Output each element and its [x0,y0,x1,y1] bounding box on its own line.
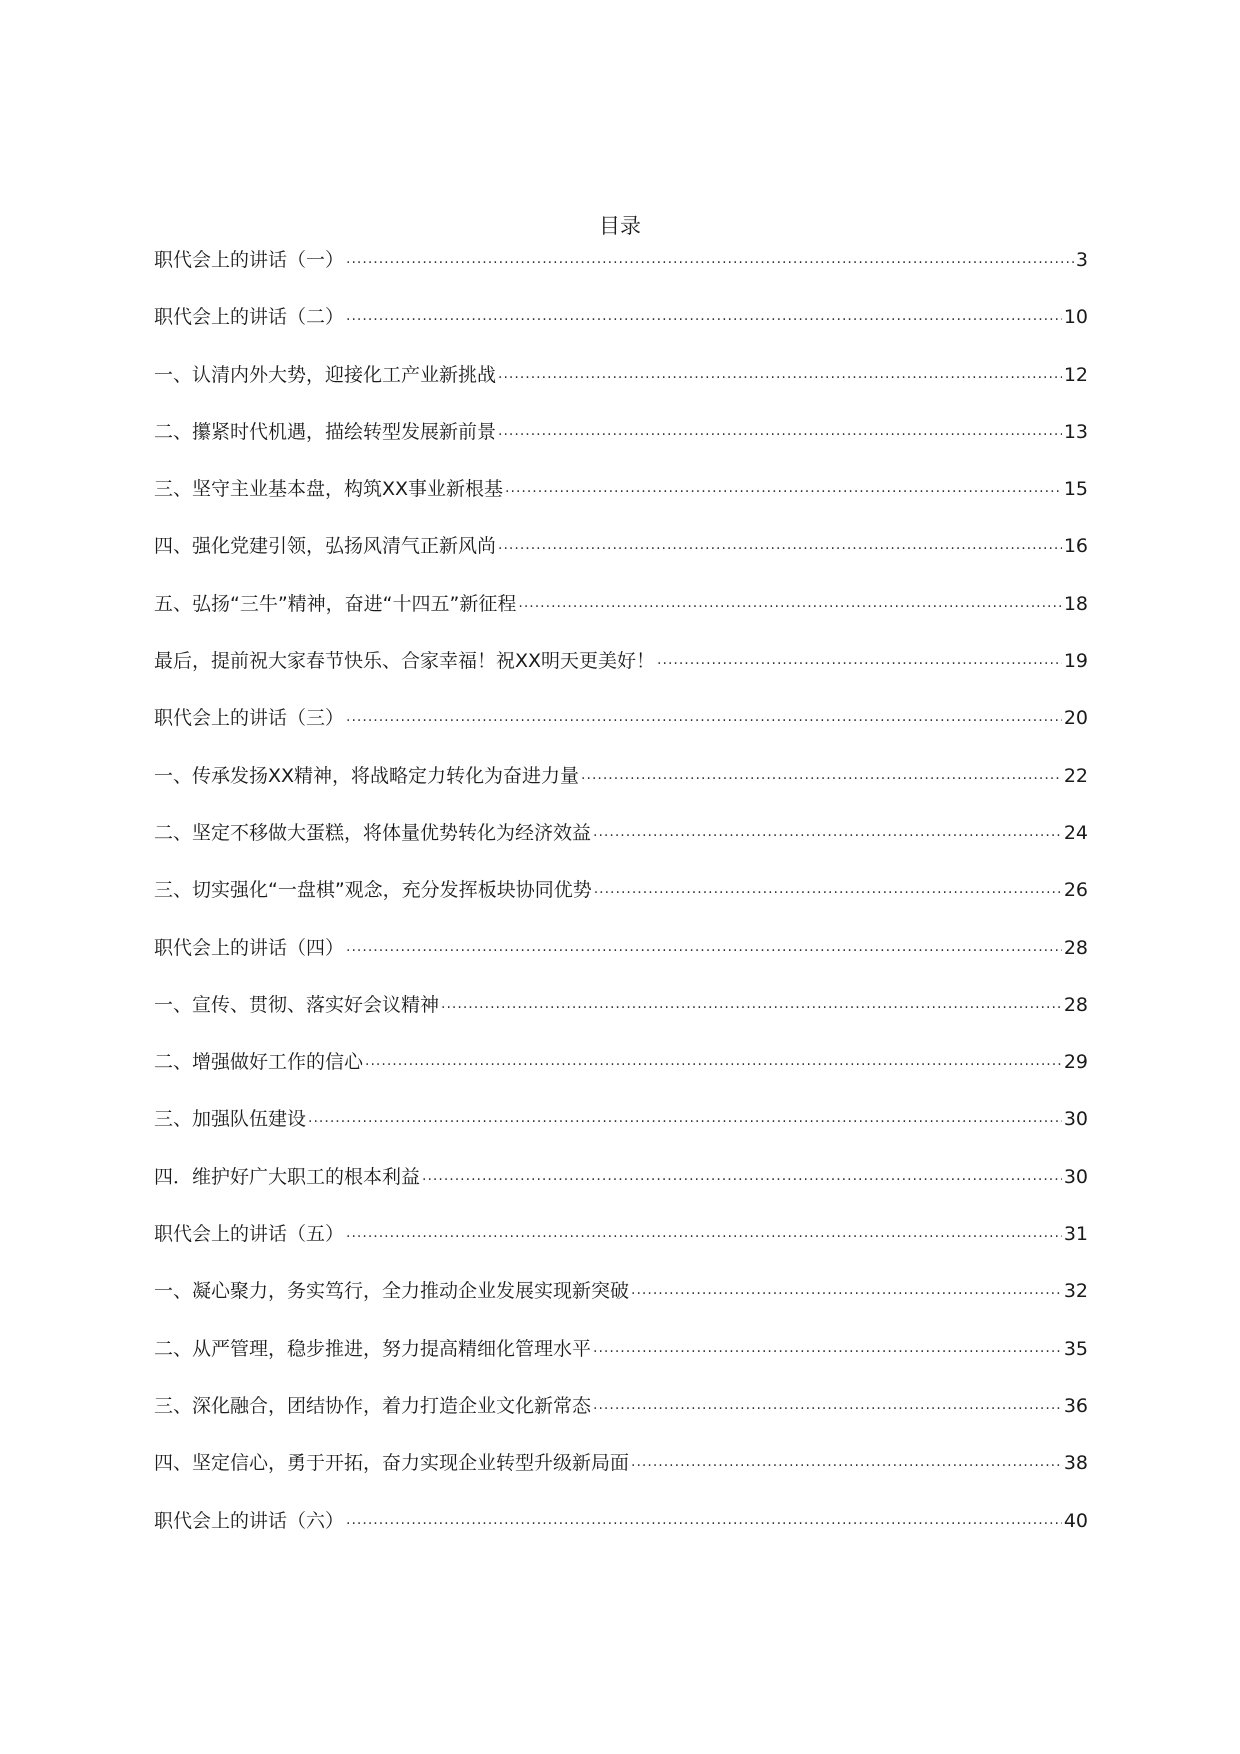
toc-entry-text[interactable]: 三、切实强化“一盘棋”观念，充分发挥板块协同优势 [154,879,592,902]
toc-entry[interactable] [154,1162,1088,1219]
toc-leader-dots [593,817,1062,847]
toc-entry[interactable] [154,990,1088,1047]
toc-leader-dots [498,416,1062,446]
toc-entry[interactable] [154,302,1088,359]
toc-entry[interactable] [154,761,1088,818]
toc-entry[interactable] [154,1448,1088,1505]
toc-entry[interactable] [154,875,1088,932]
toc-entry[interactable] [154,1047,1088,1104]
toc-entry-text[interactable]: 二、攥紧时代机遇，描绘转型发展新前景 [154,420,497,443]
toc-page-number[interactable]: 15 [1063,478,1088,501]
toc-entry[interactable] [154,1506,1088,1563]
toc-page-number[interactable]: 31 [1063,1223,1088,1246]
toc-entry[interactable] [154,417,1088,474]
toc-entry-text[interactable]: 最后，提前祝大家春节快乐、合家幸福！祝XX明天更美好！ [154,650,656,673]
toc-leader-dots [594,874,1062,904]
toc-leader-dots [346,702,1062,732]
toc-entry-text[interactable]: 一、宣传、贯彻、落实好会议精神 [154,993,440,1016]
toc-entry[interactable] [154,1334,1088,1391]
toc-page-number[interactable]: 12 [1063,363,1088,386]
toc-entry[interactable] [154,1391,1088,1448]
toc-entry-text[interactable]: 四、坚定信心，勇于开拓，奋力实现企业转型升级新局面 [154,1452,630,1475]
toc-leader-dots [365,1046,1062,1076]
toc-entry-text[interactable]: 一、传承发扬XX精神，将战略定力转化为奋进力量 [154,764,580,787]
toc-entry-text[interactable]: 职代会上的讲话（三） [154,707,345,730]
toc-leader-dots [346,244,1074,274]
toc-page-number[interactable]: 13 [1063,420,1088,443]
toc-leader-dots [346,932,1062,962]
toc-leader-dots [631,1447,1062,1477]
toc-entry-text[interactable]: 职代会上的讲话（六） [154,1509,345,1532]
toc-leader-dots [498,359,1062,389]
toc-entry-text[interactable]: 职代会上的讲话（五） [154,1223,345,1246]
toc-page-number[interactable]: 32 [1063,1280,1088,1303]
toc-leader-dots [657,645,1062,675]
toc-page-number[interactable]: 29 [1063,1051,1088,1074]
toc-page-number[interactable]: 24 [1063,821,1088,844]
toc-page-number[interactable]: 28 [1063,936,1088,959]
toc-entry[interactable] [154,1276,1088,1333]
toc-leader-dots [441,989,1062,1019]
toc-entry[interactable] [154,818,1088,875]
toc-entry-text[interactable]: 四、强化党建引领，弘扬风清气正新风尚 [154,535,497,558]
toc-page-number[interactable]: 30 [1063,1108,1088,1131]
toc-page-number[interactable]: 40 [1063,1509,1088,1532]
toc-entry[interactable] [154,531,1088,588]
toc-entry-text[interactable]: 二、坚定不移做大蛋糕，将体量优势转化为经济效益 [154,821,592,844]
toc-page-number[interactable]: 3 [1075,249,1088,271]
toc-list [154,245,1088,1563]
toc-leader-dots [346,301,1062,331]
toc-entry-text[interactable]: 二、从严管理，稳步推进，努力提高精细化管理水平 [154,1337,592,1360]
toc-entry[interactable] [154,1104,1088,1161]
toc-leader-dots [308,1103,1062,1133]
toc-page-number[interactable]: 18 [1063,592,1088,615]
toc-page-number[interactable]: 36 [1063,1394,1088,1417]
toc-page-number[interactable]: 22 [1063,764,1088,787]
toc-entry[interactable] [154,474,1088,531]
toc-entry-text[interactable]: 二、增强做好工作的信心 [154,1051,364,1074]
toc-page-number[interactable]: 26 [1063,879,1088,902]
toc-leader-dots [422,1161,1062,1191]
toc-entry[interactable] [154,1219,1088,1276]
toc-entry-text[interactable]: 三、坚守主业基本盘，构筑XX事业新根基 [154,478,504,501]
toc-page-number[interactable]: 20 [1063,707,1088,730]
toc-entry-text[interactable]: 一、凝心聚力，务实笃行，全力推动企业发展实现新突破 [154,1280,630,1303]
toc-leader-dots [346,1505,1062,1535]
toc-entry-text[interactable]: 职代会上的讲话（四） [154,936,345,959]
toc-page-number[interactable]: 16 [1063,535,1088,558]
toc-entry-text[interactable]: 四．维护好广大职工的根本利益 [154,1165,421,1188]
toc-page-number[interactable]: 38 [1063,1452,1088,1475]
toc-page-number[interactable]: 28 [1063,993,1088,1016]
toc-leader-dots [593,1333,1062,1363]
toc-leader-dots [505,473,1062,503]
toc-leader-dots [498,530,1062,560]
toc-entry[interactable] [154,703,1088,760]
toc-leader-dots [631,1275,1062,1305]
toc-entry[interactable] [154,360,1088,417]
toc-entry-text[interactable]: 职代会上的讲话（一） [154,249,345,271]
toc-leader-dots [581,760,1062,790]
toc-entry[interactable] [154,589,1088,646]
toc-page-number[interactable]: 10 [1063,306,1088,329]
toc-page-number[interactable]: 35 [1063,1337,1088,1360]
toc-title: 目录 [599,214,641,238]
toc-entry-text[interactable]: 职代会上的讲话（二） [154,306,345,329]
toc-entry-text[interactable]: 五、弘扬“三牛”精神，奋进“十四五”新征程 [154,592,517,615]
toc-entry[interactable] [154,646,1088,703]
toc-entry-text[interactable]: 一、认清内外大势，迎接化工产业新挑战 [154,363,497,386]
toc-page-number[interactable]: 30 [1063,1165,1088,1188]
toc-entry-text[interactable]: 三、深化融合，团结协作，着力打造企业文化新常态 [154,1394,592,1417]
toc-entry[interactable] [154,933,1088,990]
toc-leader-dots [593,1390,1062,1420]
toc-page-number[interactable]: 19 [1063,650,1088,673]
toc-leader-dots [346,1218,1062,1248]
toc-entry-text[interactable]: 三、加强队伍建设 [154,1108,307,1131]
toc-leader-dots [518,588,1061,618]
toc-entry[interactable] [154,245,1088,302]
